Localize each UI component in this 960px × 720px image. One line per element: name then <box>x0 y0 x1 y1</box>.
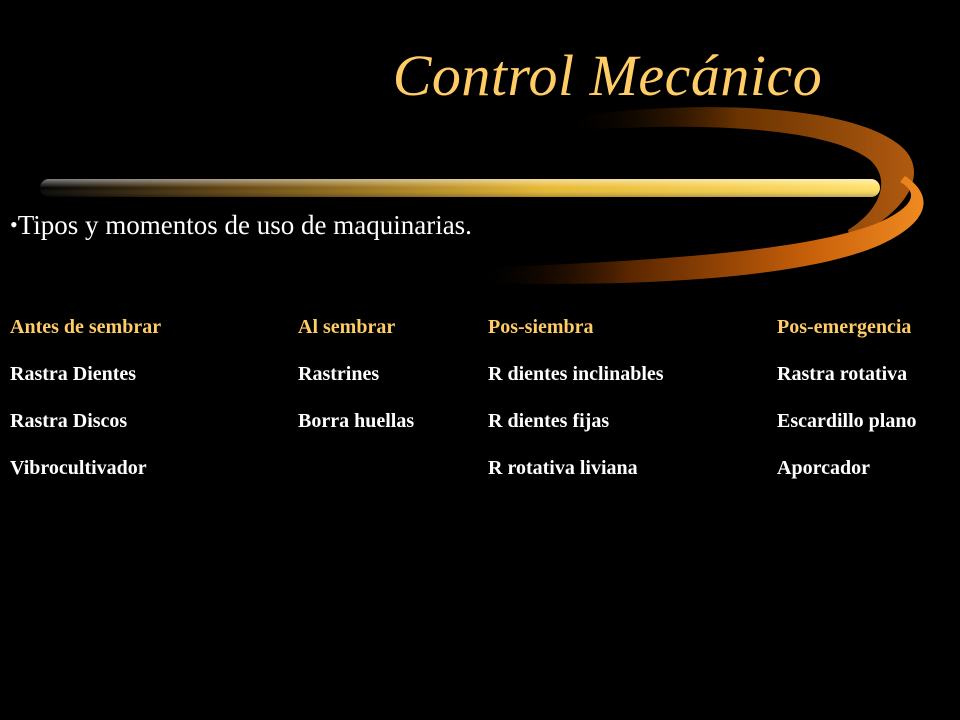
column-pos-emergencia <box>777 313 916 501</box>
list-item: R rotativa liviana <box>488 457 638 479</box>
list-item: Escardillo plano <box>777 410 917 432</box>
column-header: Antes de sembrar <box>10 316 162 338</box>
list-item: Rastra rotativa <box>777 363 908 385</box>
bullet-point <box>10 210 472 241</box>
column-antes-de-sembrar <box>10 313 161 501</box>
column-pos-siembra <box>488 313 664 501</box>
list-item: R dientes inclinables <box>488 363 664 385</box>
list-item: Rastrines <box>298 363 380 385</box>
column-header: Pos-siembra <box>488 316 594 338</box>
list-item: Vibrocultivador <box>10 457 147 479</box>
list-item: Rastra Discos <box>10 410 128 432</box>
slide-title: Control Mecánico <box>392 43 823 108</box>
column-header: Al sembrar <box>298 316 396 338</box>
column-al-sembrar <box>298 313 414 454</box>
list-item: R dientes fijas <box>488 410 610 432</box>
list-item: Borra huellas <box>298 410 415 432</box>
list-item: Rastra Dientes <box>10 363 137 385</box>
bullet-text: Tipos y momentos de uso de maquinarias. <box>17 210 472 240</box>
bullet-icon: • <box>10 212 18 237</box>
list-item: Aporcador <box>777 457 870 479</box>
column-header: Pos-emergencia <box>777 316 912 338</box>
